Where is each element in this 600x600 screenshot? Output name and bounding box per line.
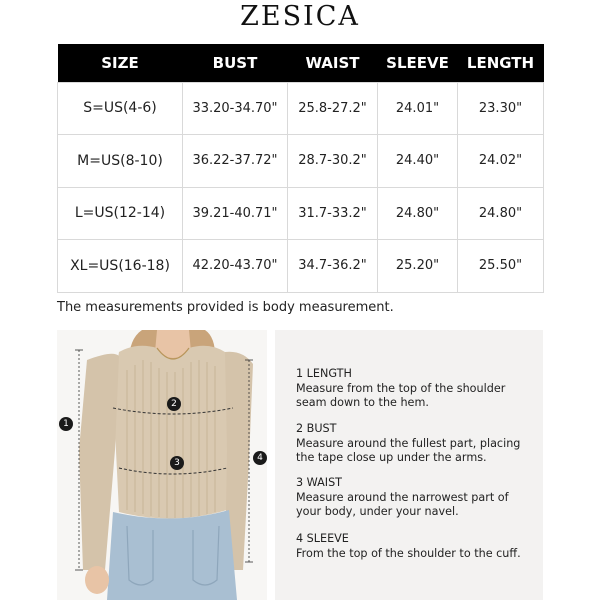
cell-size: L=US(12-14) — [58, 187, 183, 240]
model-illustration — [57, 330, 267, 600]
table-header-row — [58, 44, 544, 82]
cell-length: 25.50" — [458, 240, 544, 293]
guide-waist-desc-1: Measure around the narrowest part of — [296, 490, 509, 504]
cell-bust: 39.21-40.71" — [183, 187, 288, 240]
guide-waist-title: 3 WAIST — [296, 476, 343, 489]
cell-waist: 34.7-36.2" — [288, 240, 378, 293]
header-length: LENGTH — [458, 44, 544, 82]
header-size: SIZE — [58, 44, 183, 82]
cell-waist: 31.7-33.2" — [288, 187, 378, 240]
cell-size: M=US(8-10) — [58, 135, 183, 188]
marker-sleeve: 4 — [253, 451, 267, 465]
guide-bust — [296, 422, 520, 466]
cell-waist: 25.8-27.2" — [288, 82, 378, 135]
cell-bust: 42.20-43.70" — [183, 240, 288, 293]
guide-sleeve — [296, 532, 521, 561]
marker-waist: 3 — [170, 456, 184, 470]
table-row — [58, 240, 544, 293]
guide-waist-desc-2: your body, under your navel. — [296, 505, 459, 518]
size-chart-table — [57, 44, 544, 293]
marker-bust: 2 — [167, 397, 181, 411]
cell-bust: 33.20-34.70" — [183, 82, 288, 135]
cell-sleeve: 25.20" — [378, 240, 458, 293]
cell-sleeve: 24.80" — [378, 187, 458, 240]
cell-length: 24.80" — [458, 187, 544, 240]
table-row — [58, 82, 544, 135]
marker-length: 1 — [59, 417, 73, 431]
cell-length: 23.30" — [458, 82, 544, 135]
guide-bust-title: 2 BUST — [296, 422, 337, 435]
guide-sleeve-title: 4 SLEEVE — [296, 532, 349, 545]
table-row — [58, 135, 544, 188]
brand-logo: ZESICA — [240, 1, 360, 32]
cell-size: S=US(4-6) — [58, 82, 183, 135]
cell-bust: 36.22-37.72" — [183, 135, 288, 188]
cell-waist: 28.7-30.2" — [288, 135, 378, 188]
measurement-guide-panel — [275, 330, 543, 600]
hand-shape — [85, 566, 109, 594]
header-sleeve: SLEEVE — [378, 44, 458, 82]
header-waist: WAIST — [288, 44, 378, 82]
cell-sleeve: 24.01" — [378, 82, 458, 135]
measurement-note: The measurements provided is body measurement. — [57, 300, 394, 315]
header-bust: BUST — [183, 44, 288, 82]
model-photo — [57, 330, 267, 600]
guide-length-desc-2: seam down to the hem. — [296, 396, 429, 409]
guide-length-title: 1 LENGTH — [296, 367, 352, 380]
guide-length — [296, 367, 505, 411]
guide-sleeve-desc-1: From the top of the shoulder to the cuff. — [296, 546, 521, 560]
guide-waist — [296, 476, 509, 520]
table-row — [58, 187, 544, 240]
guide-bust-desc-1: Measure around the fullest part, placing — [296, 436, 521, 450]
cell-size: XL=US(16-18) — [58, 240, 183, 293]
guide-bust-desc-2: the tape close up under the arms. — [296, 451, 487, 464]
guide-length-desc-1: Measure from the top of the shoulder — [296, 381, 506, 395]
cell-sleeve: 24.40" — [378, 135, 458, 188]
cell-length: 24.02" — [458, 135, 544, 188]
